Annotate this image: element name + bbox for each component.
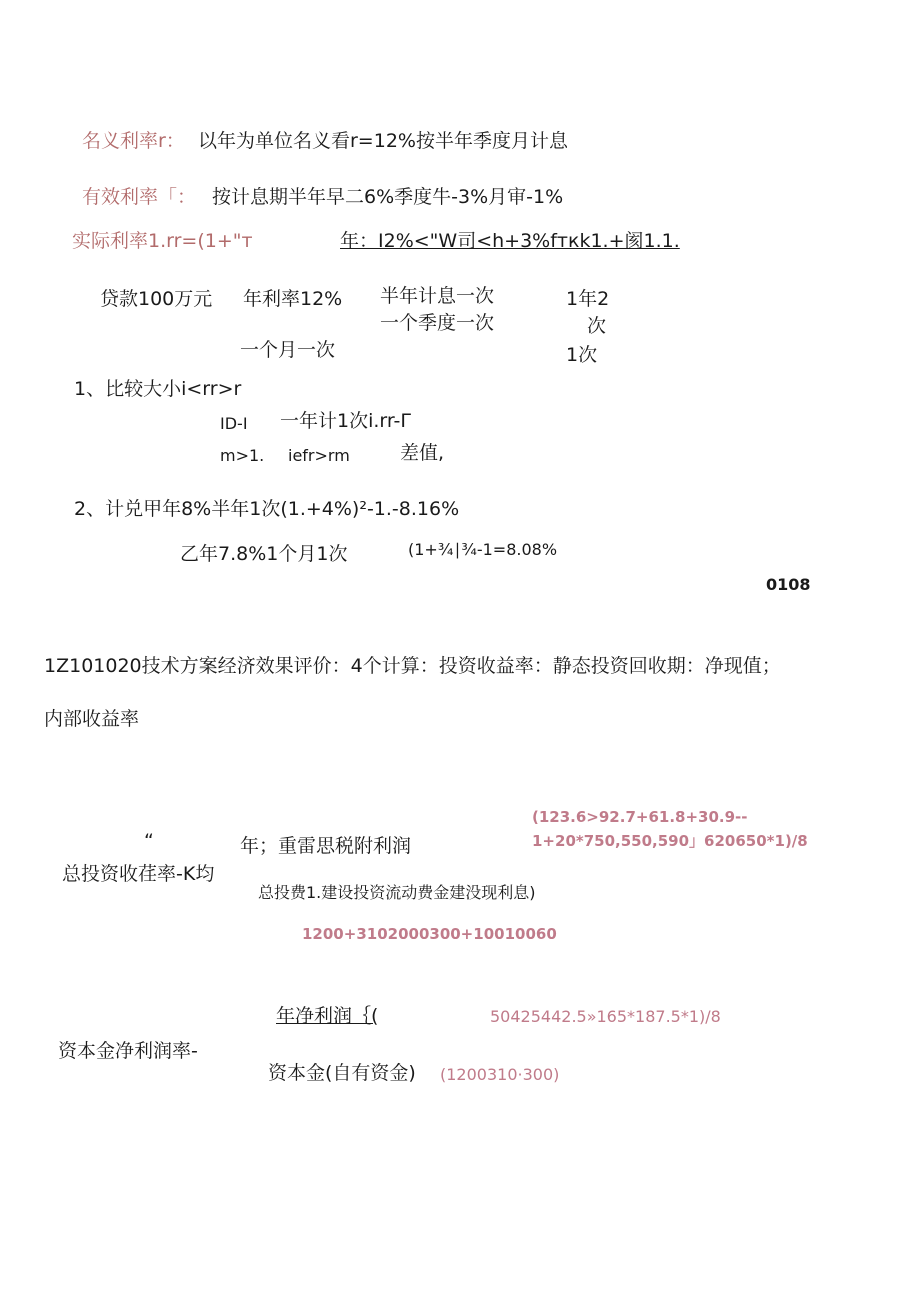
times-line-2: 次 xyxy=(587,315,607,337)
effective-rate-label: 有效利率「： xyxy=(82,186,197,208)
capital-roi-numerator: 年净利润｛( xyxy=(276,1005,379,1027)
formula-1a: (123.6>92.7+61.8+30.9-- xyxy=(532,808,748,826)
formula-2a: 50425442.5»165*187.5*1)/8 xyxy=(490,1007,721,1026)
iefr-line: iefr>rm xyxy=(288,446,350,465)
quote-mark: “ xyxy=(144,830,154,852)
roi-numerator: 年；重雷思税附利润 xyxy=(240,835,412,857)
capital-roi-label: 资本金净利润率- xyxy=(58,1040,198,1062)
calc-line-2: 2、计兑甲年8%半年1次(1.+4%)²-1.-8.16% xyxy=(74,498,460,520)
yi-result: (1+¾∣¾-1=8.08% xyxy=(408,540,558,559)
effective-rate-text: 按计息期半年早二6%季度牛-3%月审-1% xyxy=(212,186,564,208)
m-line: m>1. xyxy=(220,446,265,465)
section-heading-cont: 内部收益率 xyxy=(44,708,140,730)
difference-text: 差值, xyxy=(400,442,445,464)
once-year-line: 一年计1次i.rr-Γ xyxy=(280,410,411,432)
id-line: ID-I xyxy=(220,414,248,433)
formula-1c: 1200+3102000300+10010060 xyxy=(302,925,557,943)
total-roi-label: 总投资收荏率-K均 xyxy=(62,863,215,885)
section-heading: 1Z101020技术方案经济效果评价：4个计算：投资收益率：静态投资回收期：净现值； xyxy=(44,655,781,677)
quarter-compound: 一个季度一次 xyxy=(380,312,495,334)
annual-rate: 年利率12% xyxy=(243,288,343,310)
loan-amount: 贷款100万元 xyxy=(100,288,213,310)
times-line-3: 1次 xyxy=(566,344,598,366)
yi-year-line: 乙年7.8%1个月1次 xyxy=(180,543,348,565)
nominal-rate-text: 以年为单位名义看r=12%按半年季度月计息 xyxy=(198,130,568,152)
actual-rate-text: 年：I2%<"W司<h+3%fткk1.+阂1.1. xyxy=(340,230,680,252)
formula-1b: 1+20*750,550,590」620650*1)/8 xyxy=(532,832,808,850)
nominal-rate-label: 名义利率r： xyxy=(82,130,185,152)
roi-denominator: 总投费1.建设投资流动费金建没现利息) xyxy=(258,883,536,902)
times-line-1: 1年2 xyxy=(566,288,610,310)
formula-2b: (1200310·300) xyxy=(440,1065,560,1084)
page-code: 0108 xyxy=(766,575,811,594)
capital-roi-denominator: 资本金(自有资金) xyxy=(268,1062,416,1084)
half-year-compound: 半年计息一次 xyxy=(380,285,495,307)
month-compound: 一个月一次 xyxy=(240,339,336,361)
compare-heading: 1、比较大小i<rr>r xyxy=(74,378,242,400)
actual-rate-label: 实际利率1.rr=(1+"т xyxy=(72,230,253,252)
